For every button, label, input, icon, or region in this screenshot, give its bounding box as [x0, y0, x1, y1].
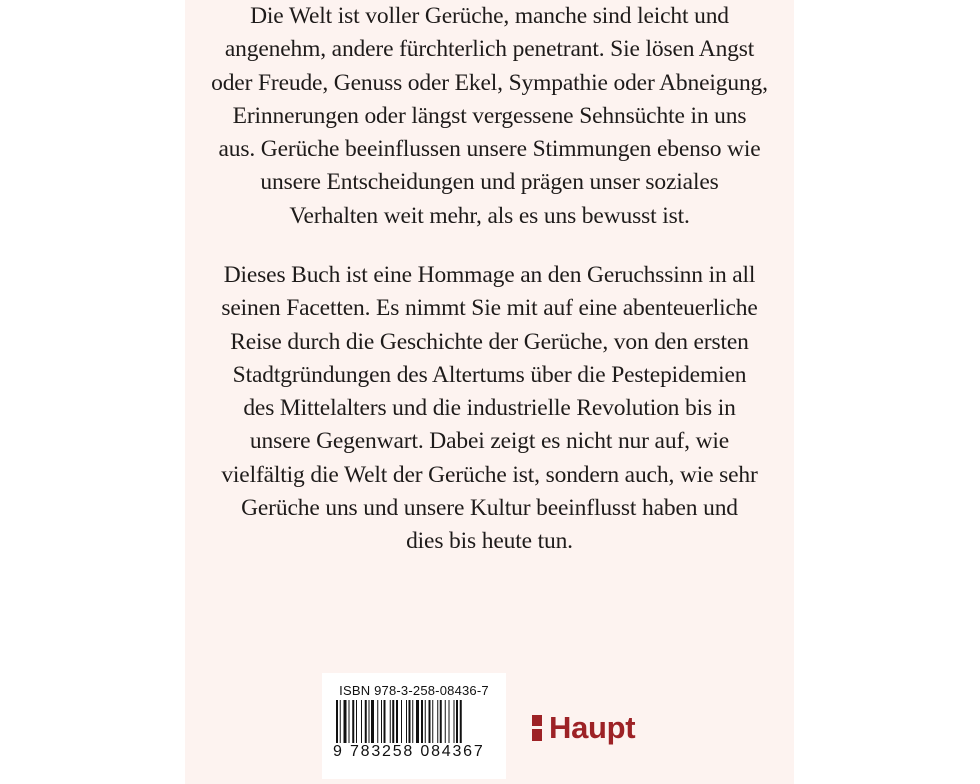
blurb-paragraph-1: Die Welt ist voller Gerüche, manche sind leicht und angenehm, andere fürchterlich penetrant. Sie lösen Angst oder Freude, Genuss oder Ekel, Sympathie oder Abneigung, Erinnerungen oder längst vergessene Sehnsüchte in uns aus. Gerüche beeinflussen unsere Stimmungen ebenso wie unsere Entscheidungen und prägen unser soziales Verhalten weit mehr, als es uns bewusst ist.: [211, 3, 768, 229]
isbn-label: ISBN 978-3-258-08436-7: [339, 683, 489, 698]
publisher-mark-icon: [532, 715, 542, 741]
publisher-logo: [532, 708, 635, 748]
isbn-barcode: [322, 673, 506, 779]
publisher-name: Haupt: [549, 710, 636, 745]
book-back-cover: [185, 0, 794, 784]
ean-digits: 9 783258 084367: [333, 743, 485, 760]
blurb-paragraph-2: Dieses Buch ist eine Hommage an den Geruchssinn in all seinen Facetten. Es nimmt Sie mit auf eine abenteuerliche Reise durch die Geschichte der Gerüche, von den ersten Stadtgründungen des Altertums über die Pestepidemien des Mittelalters und die industrielle Revolution bis in unsere Gegenwart. Dabei zeigt es nicht nur auf, wie vielfältig die Welt der Gerüche ist, sondern auch, wie sehr Gerüche uns und unsere Kultur beeinflusst haben und dies bis heute tun.: [221, 262, 758, 555]
